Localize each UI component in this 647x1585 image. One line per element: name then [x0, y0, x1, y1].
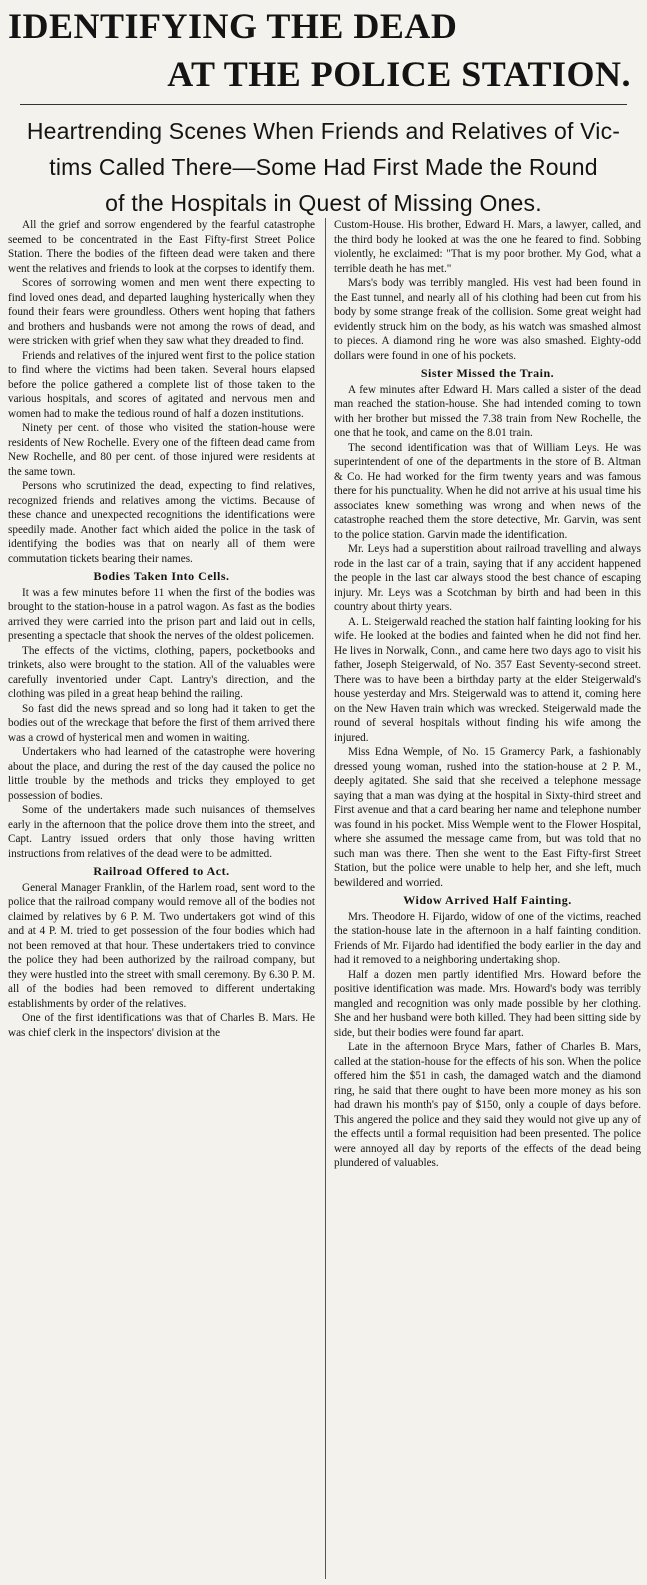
paragraph: Ninety per cent. of those who visited the station-house were residents of New Rochelle. Every one of the fifteen dead came from New Rochelle, and 80 per cent. of those injured were residents at the same town.	[8, 422, 315, 478]
column-right	[325, 218, 641, 1579]
paragraph: All the grief and sorrow engendered by the fearful catastrophe seemed to be concentrated in the East Fifty-first Street Police Station. There the bodies of the fifteen dead were taken and there went the relatives and friends to look at the corpses to identify them.	[8, 219, 315, 275]
paragraph: Mrs. Theodore H. Fijardo, widow of one of the victims, reached the station-house late in the afternoon in a half fainting condition. Friends of Mr. Fijardo had identified the body earlier in the day and had it removed to a neighboring undertaking shop.	[334, 910, 641, 966]
deck-line-3: of the Hospitals in Quest of Missing Ones.	[105, 190, 542, 216]
headline-line-1: IDENTIFYING THE DEAD	[8, 6, 458, 46]
paragraph: Scores of sorrowing women and men went there expecting to find loved ones dead, and departed laughing hysterically when they found their fears were groundless. Others went hoping that fathers and brothers and husbands were not among the rows of dead, and were stricken with grief when they saw what they dreaded to find.	[8, 277, 315, 347]
paragraph: Miss Edna Wemple, of No. 15 Gramercy Park, a fashionably dressed young woman, rushed into the station-house at 2 P. M., deeply agitated. She said that she received a telephone message saying that a man was dying at the hospital in Sixty-third street and First avenue and that a card bearing her name and telephone number was found in his pocket. Miss Wemple went to the Flower Hospital, where she assumed the message came from, but was told that no such man was there. Then she went to the East Fifty-first Street Station, but the police were unable to help her, and she left, much bewildered and worried.	[334, 746, 641, 889]
paragraph: Persons who scrutinized the dead, expecting to find relatives, recognized friends and relatives among the victims. Because of these chance and unexpected recognitions the identifications were speedily made. Another fact which aided the police in the task of identifying the bodies was that on nearly all of them were commutation tickets bearing their names.	[8, 480, 315, 565]
paragraph: Mr. Leys had a superstition about railroad travelling and always rode in the last car of a train, saying that if any accident happened the people in the last car always stood the best chance of escaping injury. Mr. Leys was a Scotchman by birth and had been in this country about thirty years.	[334, 543, 641, 613]
paragraph: Friends and relatives of the injured went first to the police station to find where the victims had been taken. Several hours elapsed before the police gathered a complete list of those taken to the various hospitals, and scores of agitated and nervous men and women had to make the tedious round of half a dozen institutions.	[8, 349, 315, 420]
paragraph: General Manager Franklin, of the Harlem road, sent word to the police that the railroad company would remove all of the bodies not claimed by relatives by 6 P. M. Two undertakers got wind of this and at 4 P. M. tried to get possession of the four bodies which had not been removed at that hour. These undertakers tried to convince the police they had been authorized by the railroad company, but they were hustled into the street with small ceremony. By 6.30 P. M. all of the bodies had been removed to different undertaking establishments by order of the relatives.	[8, 881, 315, 1010]
paragraph: Half a dozen men partly identified Mrs. Howard before the positive identification was made. Mrs. Howard's body was terribly mangled and recognition was only made possible by her clothing. She and her husband were both killed. They had been sitting side by side, but their bodies were found far apart.	[334, 968, 641, 1039]
paragraph: One of the first identifications was that of Charles B. Mars. He was chief clerk in the inspectors' division at the	[8, 1012, 315, 1039]
subheading: Railroad Offered to Act.	[93, 864, 230, 878]
headline-line-2: AT THE POLICE STATION.	[167, 54, 631, 94]
article-columns	[8, 218, 641, 1579]
paragraph: A few minutes after Edward H. Mars called a sister of the dead man reached the station-house. She had intended coming to town with her brother but missed the 7.38 train from New Rochelle, the one that he took, and came on the 8.01 train.	[334, 383, 641, 439]
deck-line-1: Heartrending Scenes When Friends and Relatives of Vic-	[26, 118, 621, 144]
headline-rule	[20, 104, 627, 105]
paragraph: Late in the afternoon Bryce Mars, father of Charles B. Mars, called at the station-house for the effects of his son. When the police offered him the $51 in cash, the damaged watch and the diamond ring, he said that there ought to have been more money as his son had drawn his month's pay of $150, only a couple of days before. This angered the police and they said they would not give up any of the effects until a formal requisition had been presented. The police were annoyed all day by reports of the effects of the dead being plundered of valuables.	[334, 1041, 641, 1169]
deck-line-2: tims Called There—Some Had First Made the Round	[49, 154, 598, 180]
deck	[16, 113, 631, 221]
subheading: Widow Arrived Half Fainting.	[403, 893, 572, 907]
paragraph: It was a few minutes before 11 when the first of the bodies was brought to the station-house in a patrol wagon. As fast as the bodies arrived they were carried into the prison part and laid out in cells, presenting a spectacle that shook the nerves of the oldest policemen.	[8, 586, 315, 642]
paragraph: So fast did the news spread and so long had it taken to get the bodies out of the wreckage that before the first of them arrived there was a crowd of hysterical men and women in waiting.	[8, 702, 315, 744]
paragraph: Mars's body was terribly mangled. His vest had been found in the East tunnel, and nearly all of his clothing had been cut from his body by some strange freak of the collision. Some great weight had evidently struck him on the body, as his watch was smashed almost to pieces. A diamond ring he wore was also smashed. Eighty-odd dollars were found in one of his pockets.	[334, 277, 641, 362]
paragraph: A. L. Steigerwald reached the station half fainting looking for his wife. He looked at the bodies and fainted when he did not find her. He lives in Norwalk, Conn., and came here two days ago to visit his father, Joseph Steigerwald, of No. 357 East Seventy-second street. There was to have been a birthday party at the elder Steigerwald's house yesterday and Mrs. Steigerwald was to attend it, coming here on the New Haven train which was wrecked. Steigerwald made the round of several hospitals without finding his wife among the injured.	[334, 615, 641, 744]
paragraph: The second identification was that of William Leys. He was superintendent of one of the departments in the store of B. Altman & Co. He had worked for the firm twenty years and was famous there for his punctuality. When he did not arrive at his usual time his associates knew something was wrong and when news of the catastrophe reached them the store detective, Mr. Garvin, was sent to the police station. Garvin made the identification.	[334, 441, 641, 541]
column-left	[8, 218, 315, 1579]
paragraph: Some of the undertakers made such nuisances of themselves early in the afternoon that the police drove them into the street, and Capt. Lantry issued orders that only those having written instructions from relatives of the dead were to be admitted.	[8, 804, 315, 860]
subheading: Sister Missed the Train.	[420, 366, 555, 380]
paragraph: Custom-House. His brother, Edward H. Mars, a lawyer, called, and the third body he looked at was the one he feared to find. Sobbing violently, he exclaimed: "That is my poor brother. My God, what a terrible death he has met."	[334, 219, 641, 275]
subheading: Bodies Taken Into Cells.	[93, 569, 230, 583]
newspaper-page	[0, 6, 647, 1585]
paragraph: Undertakers who had learned of the catastrophe were hovering about the place, and during the rest of the day caused the police no little trouble by the methods and tricks they employed to get possession of bodies.	[8, 746, 315, 802]
paragraph: The effects of the victims, clothing, papers, pocketbooks and trinkets, also were brought to the station. All of the valuables were carefully inventoried under Capt. Lantry's direction, and the clothing was piled in a great heap behind the railing.	[8, 644, 315, 700]
